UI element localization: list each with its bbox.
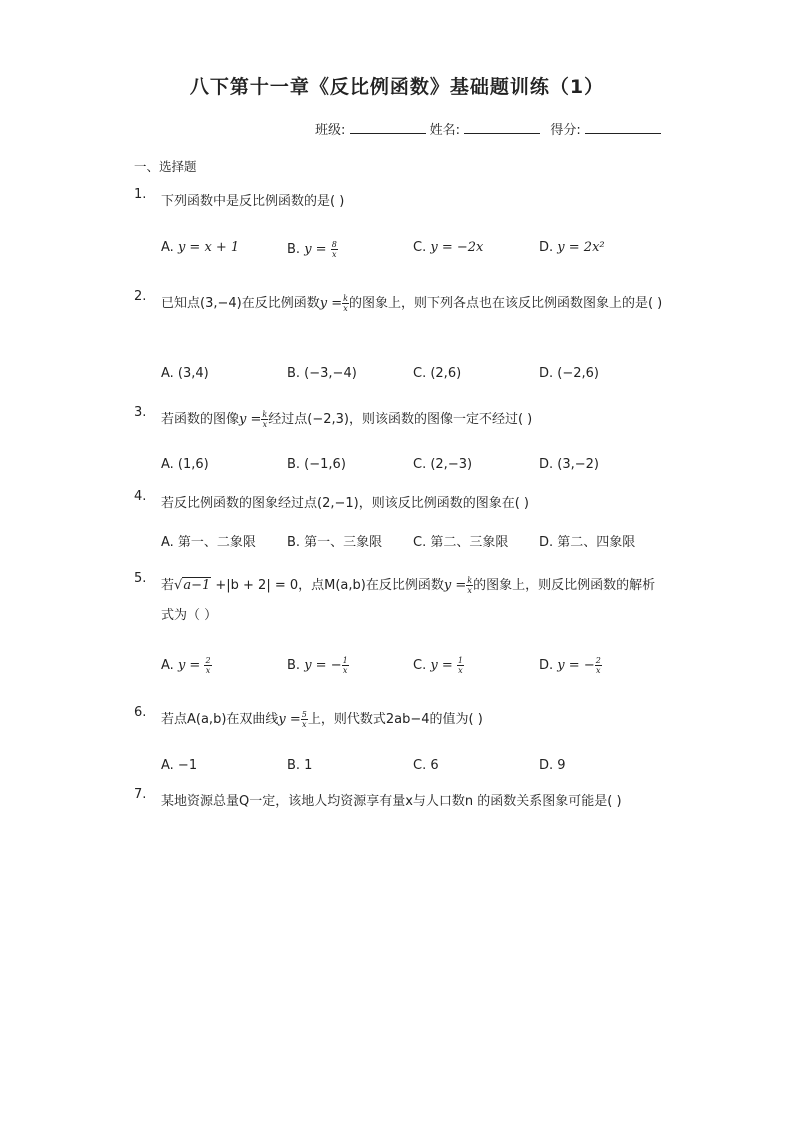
option-c[interactable]: C. (2,6) bbox=[413, 366, 462, 381]
question-number: 5. bbox=[134, 571, 147, 586]
fraction: $\frac{5}{x}$ bbox=[301, 710, 307, 729]
option-b[interactable]: B. (−1,6) bbox=[287, 457, 346, 472]
option-c[interactable]: C. y = $\frac{1}{x}$ bbox=[413, 656, 463, 675]
option-a[interactable]: A. −1 bbox=[161, 758, 198, 773]
option-a[interactable]: A. 第一、二象限 bbox=[161, 535, 256, 550]
option-c[interactable]: C. y = −2x bbox=[413, 240, 484, 255]
fraction: $\frac{k}{x}$ bbox=[467, 576, 473, 595]
question-number: 4. bbox=[134, 489, 147, 504]
option-c[interactable]: C. 第二、三象限 bbox=[413, 535, 509, 550]
fraction: $\frac{2}{x}$ bbox=[205, 656, 211, 675]
question-stem: 若函数的图像y = $\frac{k}{x}$ 经过点(−2,3)，则该函数的图像一定不经过( ) bbox=[161, 410, 533, 429]
class-blank[interactable] bbox=[350, 121, 426, 134]
score-label: 得分: bbox=[550, 123, 581, 138]
option-d[interactable]: D. (3,−2) bbox=[539, 457, 599, 472]
question-stem: 已知点(3,−4)在反比例函数y = $\frac{k}{x}$ 的图象上，则下列各点也在该反比例函数图象上的是( ) bbox=[161, 294, 663, 313]
question-stem: 下列函数中是反比例函数的是( ) bbox=[161, 194, 345, 209]
fraction: $\frac{1}{x}$ bbox=[342, 656, 348, 675]
question-number: 3. bbox=[134, 405, 147, 420]
question-stem: 若点A(a,b)在双曲线y = $\frac{5}{x}$ 上，则代数式2ab−4的值为( ) bbox=[161, 710, 483, 729]
fraction: $\frac{2}{x}$ bbox=[595, 656, 601, 675]
option-d[interactable]: D. (−2,6) bbox=[539, 366, 599, 381]
fraction: $\frac{k}{x}$ bbox=[343, 294, 348, 313]
fraction: $\frac{1}{x}$ bbox=[457, 656, 463, 675]
option-d[interactable]: D. 第二、四象限 bbox=[539, 535, 636, 550]
option-a[interactable]: A. (1,6) bbox=[161, 457, 209, 472]
option-c[interactable]: C. 6 bbox=[413, 758, 439, 773]
page-title: 八下第十一章《反比例函数》基础题训练（1） bbox=[189, 76, 605, 98]
name-blank[interactable] bbox=[464, 121, 540, 134]
option-d[interactable]: D. y = 2x² bbox=[539, 240, 605, 255]
name-label: 姓名: bbox=[429, 123, 461, 138]
fraction: $\frac{k}{x}$ bbox=[262, 410, 268, 429]
section-heading: 一、选择题 bbox=[134, 159, 197, 174]
option-b[interactable]: B. 1 bbox=[287, 758, 313, 773]
question-stem: 某地资源总量Q一定，该地人均资源享有量x与人口数n 的函数关系图象可能是( ) bbox=[161, 794, 622, 809]
question-number: 6. bbox=[134, 705, 147, 720]
option-c[interactable]: C. (2,−3) bbox=[413, 457, 473, 472]
option-b[interactable]: B. y = − $\frac{1}{x}$ bbox=[287, 656, 348, 675]
class-label: 班级: bbox=[315, 123, 346, 138]
option-a[interactable]: A. (3,4) bbox=[161, 366, 209, 381]
question-number: 2. bbox=[134, 289, 147, 304]
question-stem: 若√a−1 +|b + 2| = 0，点M(a,b)在反比例函数y = $\frac{k}{x}$ 的图象上，则反比例函数的解析式为（ ） bbox=[161, 576, 656, 623]
fraction: $\frac{8}{x}$ bbox=[331, 240, 337, 259]
question-stem: 若反比例函数的图象经过点(2,−1)，则该反比例函数的图象在( ) bbox=[161, 496, 529, 511]
option-b[interactable]: B. 第一、三象限 bbox=[287, 535, 383, 550]
option-d[interactable]: D. 9 bbox=[539, 758, 566, 773]
option-b[interactable]: B. (−3,−4) bbox=[287, 366, 357, 381]
question-number: 1. bbox=[134, 187, 147, 202]
sqrt-expression: a−1 bbox=[183, 578, 211, 593]
student-info-line bbox=[315, 119, 661, 138]
option-b[interactable]: B. y = $\frac{8}{x}$ bbox=[287, 240, 337, 259]
option-a[interactable]: A. y = $\frac{2}{x}$ bbox=[161, 656, 211, 675]
option-d[interactable]: D. y = − $\frac{2}{x}$ bbox=[539, 656, 601, 675]
question-number: 7. bbox=[134, 787, 147, 802]
option-a[interactable]: A. y = x + 1 bbox=[161, 240, 240, 255]
score-blank[interactable] bbox=[585, 121, 661, 134]
